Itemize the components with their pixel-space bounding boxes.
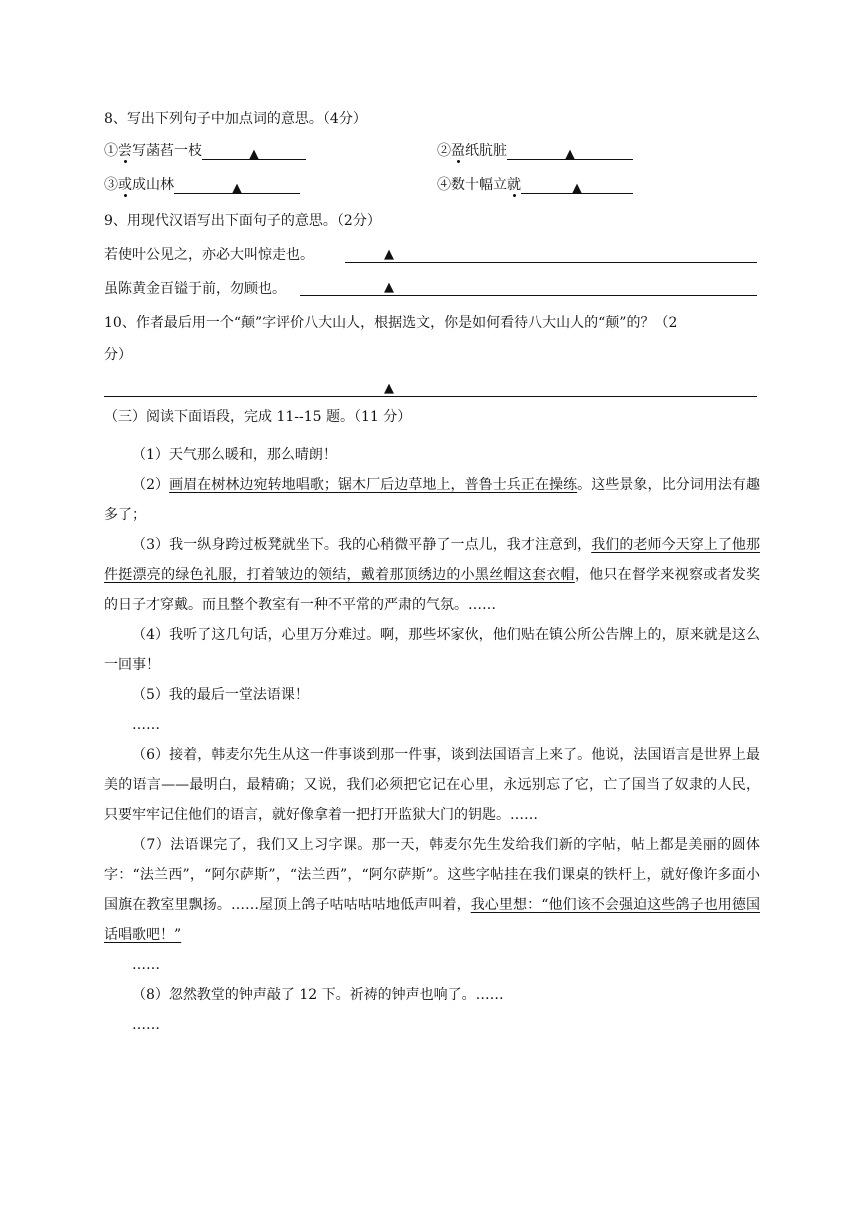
ellipsis: …… — [132, 957, 160, 973]
paragraph-6: （6）接着，韩麦尔先生从这一件事谈到那一件事，谈到法国语言上来了。他说，法国语言是世界上最美的语言——最明白，最精确；又说，我们必须把它记在心里，永远别忘了它，亡了国当了奴隶的人民，只要牢牢记住他们的语言，就好像拿着一把打开监狱大门的钥匙。…… — [104, 747, 760, 823]
answer-line[interactable] — [300, 295, 757, 296]
triangle-marker-icon: ▲ — [572, 181, 582, 196]
dotted-char: 尝 — [118, 143, 132, 159]
ellipsis: …… — [132, 1017, 160, 1033]
dotted-char: 或 — [118, 177, 132, 193]
answer-blank[interactable] — [174, 179, 300, 194]
paragraph-3: （3）我一纵身跨过板凳就坐下。我的心稍微平静了一点儿，我才注意到，我们的老师今天穿上了他那件挺漂亮的绿色礼服，打着皱边的领结，戴着那顶绣边的小黑丝帽这套衣帽，他只在督学来视察或者发奖的日子才穿戴。而且整个教室有一种不平常的严肃的气氛。…… — [104, 537, 761, 613]
q8-item-3: ③或成山林 ▲ — [104, 176, 300, 194]
ellipsis: …… — [132, 717, 160, 733]
passage — [104, 440, 760, 1040]
triangle-marker-icon: ▲ — [249, 147, 259, 162]
dotted-char: 就 — [507, 177, 521, 193]
q8-title: 8、写出下列句子中加点词的意思。（4分） — [104, 111, 367, 127]
triangle-marker-icon: ▲ — [384, 280, 394, 295]
q9-title: 9、用现代汉语写出下面句子的意思。（2分） — [104, 213, 381, 229]
answer-line[interactable] — [345, 262, 757, 263]
section-3-title: （三）阅读下面语段，完成 11--15 题。（11 分） — [104, 409, 412, 425]
answer-line[interactable] — [104, 396, 757, 397]
q9-sentence-2: 虽陈黄金百镒于前，勿顾也。 — [104, 281, 286, 297]
q8-item-2: ②盈纸肮脏 ▲ — [437, 142, 633, 160]
paragraph-2: （2）画眉在树林边宛转地唱歌；锯木厂后边草地上，普鲁士兵正在操练。这些景象，比分词用法有趣多了； — [104, 477, 760, 523]
triangle-marker-icon: ▲ — [384, 247, 394, 262]
paragraph-4: （4）我听了这几句话，心里万分难过。啊，那些坏家伙，他们贴在镇公所公告牌上的，原来就是这么一回事！ — [104, 627, 760, 673]
q10-line-2: 分） — [104, 347, 132, 363]
paragraph-1: （1）天气那么暖和，那么晴朗！ — [132, 447, 337, 463]
answer-blank[interactable] — [521, 179, 633, 194]
answer-blank[interactable] — [202, 145, 306, 160]
underlined-text: 画眉在树林边宛转地唱歌；锯木厂后边草地上，普鲁士兵正在操练 — [169, 477, 578, 493]
q8-item-4: ④数十幅立就 ▲ — [437, 176, 633, 194]
q8-item-1: ①尝写菡萏一枝 ▲ — [104, 142, 306, 160]
q10-line-1: 10、作者最后用一个“颠”字评价八大山人，根据选文，你是如何看待八大山人的“颠”的？（2 — [104, 315, 678, 331]
q9-sentence-1: 若使叶公见之，亦必大叫惊走也。 — [104, 247, 314, 263]
triangle-marker-icon: ▲ — [232, 181, 242, 196]
paragraph-8: （8）忽然教堂的钟声敲了 12 下。祈祷的钟声也响了。…… — [132, 987, 504, 1003]
underlined-text: 我们的老师今天穿上了他那件挺漂亮的绿色礼服，打着皱边的领结，戴着那顶绣边的小黑丝帽这套衣帽 — [104, 537, 761, 583]
triangle-marker-icon: ▲ — [565, 147, 575, 162]
triangle-marker-icon: ▲ — [384, 381, 394, 396]
answer-blank[interactable] — [507, 145, 633, 160]
dotted-char: 盈 — [451, 143, 465, 159]
underlined-text: 我心里想：“他们该不会强迫这些鸽子也用德国话唱歌吧！” — [104, 897, 761, 943]
paragraph-7: （7）法语课完了，我们又上习字课。那一天，韩麦尔先生发给我们新的字帖，帖上都是美丽的圆体字：“法兰西”，“阿尔萨斯”，“法兰西”，“阿尔萨斯”。这些字帖挂在我们课桌的铁杆上，就好像许多面小国旗在教室里飘扬。……屋顶上鸽子咕咕咕咕地低声叫着，我心里想：“他们该不会强迫这些鸽子也用德国话唱歌吧！” — [104, 837, 761, 943]
paragraph-5: （5）我的最后一堂法语课！ — [132, 687, 309, 703]
